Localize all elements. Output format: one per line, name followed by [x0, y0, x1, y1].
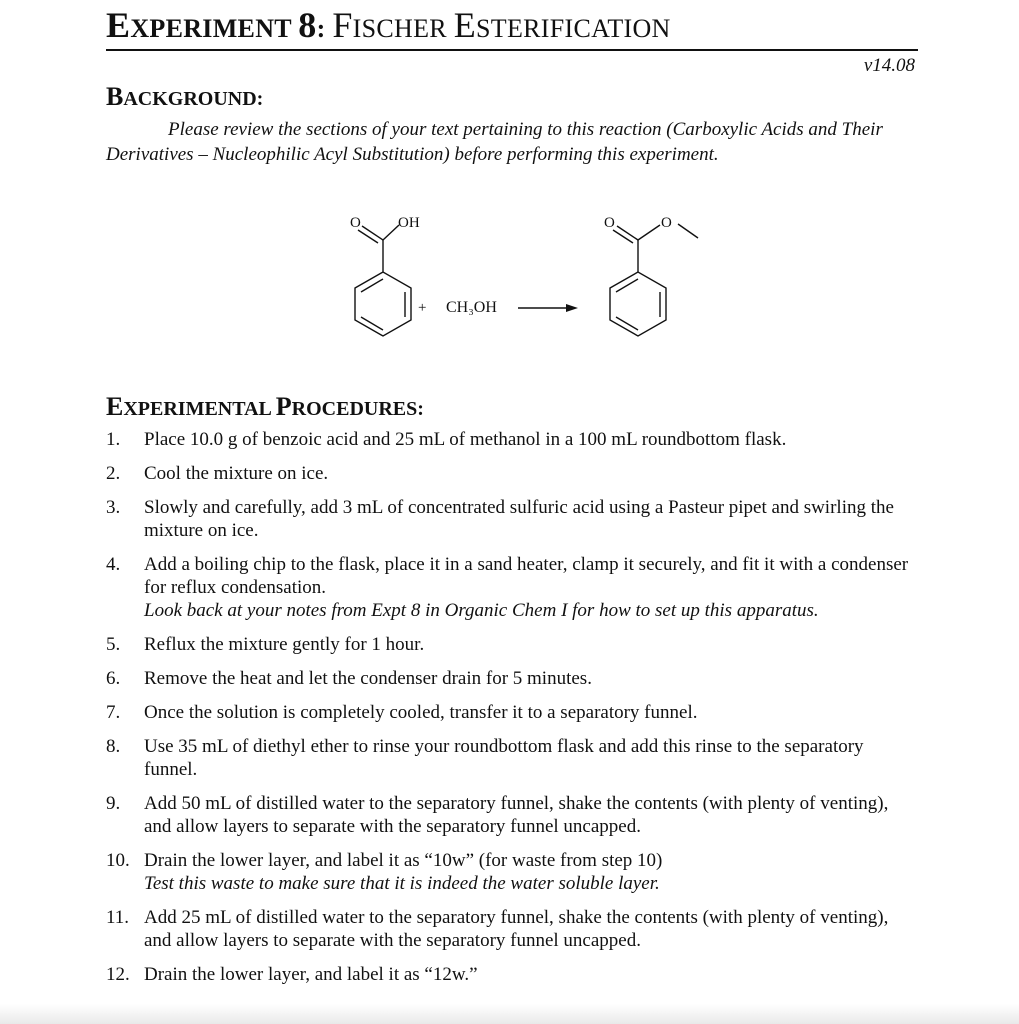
page-title	[106, 4, 671, 46]
methyl-benzoate-structure	[610, 224, 698, 336]
step-number: 5.	[106, 634, 121, 655]
step-text: Add 50 mL of distilled water to the separatory funnel, shake the contents (with plenty of venting), and allow layers to separate with the separatory funnel uncapped.	[144, 793, 889, 837]
step-text: Reflux the mixture gently for 1 hour.	[144, 634, 425, 655]
step-text: Add 25 mL of distilled water to the separatory funnel, shake the contents (with plenty of venting), and allow layers to separate with the separatory funnel uncapped.	[144, 907, 889, 951]
benzoic-acid-structure	[355, 225, 411, 336]
step-number: 9.	[106, 793, 121, 814]
procedure-step	[106, 667, 916, 690]
step-number: 6.	[106, 668, 121, 689]
procedure-step	[106, 701, 916, 724]
procedure-step	[106, 963, 916, 986]
step-text: Place 10.0 g of benzoic acid and 25 mL of methanol in a 100 mL roundbottom flask.	[144, 429, 787, 450]
bottom-edge-shadow	[0, 1004, 1019, 1024]
procedure-list	[106, 428, 916, 997]
step-text: Add a boiling chip to the flask, place it in a sand heater, clamp it securely, and fit it with a condenser for reflux condensation.	[144, 554, 909, 598]
step-note: Look back at your notes from Expt 8 in Organic Chem I for how to set up this apparatus.	[144, 600, 819, 621]
step-text: Cool the mixture on ice.	[144, 463, 329, 484]
procedure-step	[106, 906, 916, 952]
step-number: 12.	[106, 964, 130, 985]
procedure-step	[106, 553, 916, 622]
reactant-o-label: O	[350, 215, 361, 231]
step-note: Test this waste to make sure that it is indeed the water soluble layer.	[144, 873, 660, 894]
step-number: 4.	[106, 554, 121, 575]
step-text: Remove the heat and let the condenser drain for 5 minutes.	[144, 668, 592, 689]
product-o-label: O	[604, 215, 615, 231]
step-number: 11.	[106, 907, 130, 928]
procedure-step	[106, 633, 916, 656]
step-text: Slowly and carefully, add 3 mL of concentrated sulfuric acid using a Pasteur pipet and swirling the mixture on ice.	[144, 497, 894, 541]
reactant-oh-label: OH	[398, 215, 420, 231]
procedure-step	[106, 792, 916, 838]
title-name: FISCHER ESTERIFICATION	[332, 5, 671, 45]
procedure-step	[106, 462, 916, 485]
plus-sign: +	[418, 300, 427, 316]
step-number: 1.	[106, 429, 121, 450]
step-number: 8.	[106, 736, 121, 757]
procedure-step	[106, 849, 916, 895]
reaction-scheme	[300, 200, 720, 350]
procedures-heading: EXPERIMENTAL PROCEDURES:	[106, 392, 424, 421]
product-ester-o-label: O	[661, 215, 672, 231]
step-number: 3.	[106, 497, 121, 518]
step-text: Once the solution is completely cooled, transfer it to a separatory funnel.	[144, 702, 698, 723]
step-number: 7.	[106, 702, 121, 723]
procedure-step	[106, 496, 916, 542]
background-paragraph: Please review the sections of your text pertaining to this reaction (Carboxylic Acids and Their Derivatives – Nucleophilic Acyl Substitution) before performing this experiment.	[106, 119, 883, 165]
step-number: 2.	[106, 463, 121, 484]
reaction-arrow	[518, 304, 578, 312]
step-number: 10.	[106, 850, 130, 871]
version-label: v14.08	[863, 55, 915, 76]
methanol-label: CH₃OH	[446, 299, 497, 316]
step-text: Drain the lower layer, and label it as “10w” (for waste from step 10)	[144, 850, 663, 871]
background-heading: BACKGROUND:	[106, 82, 264, 111]
step-text: Drain the lower layer, and label it as “12w.”	[144, 964, 478, 985]
background-text	[106, 117, 926, 167]
procedure-step	[106, 735, 916, 781]
step-text: Use 35 mL of diethyl ether to rinse your roundbottom flask and add this rinse to the separatory funnel.	[144, 736, 864, 780]
title-rule	[106, 49, 918, 51]
procedure-step	[106, 428, 916, 451]
title-number: EXPERIMENT 8:	[106, 5, 326, 45]
